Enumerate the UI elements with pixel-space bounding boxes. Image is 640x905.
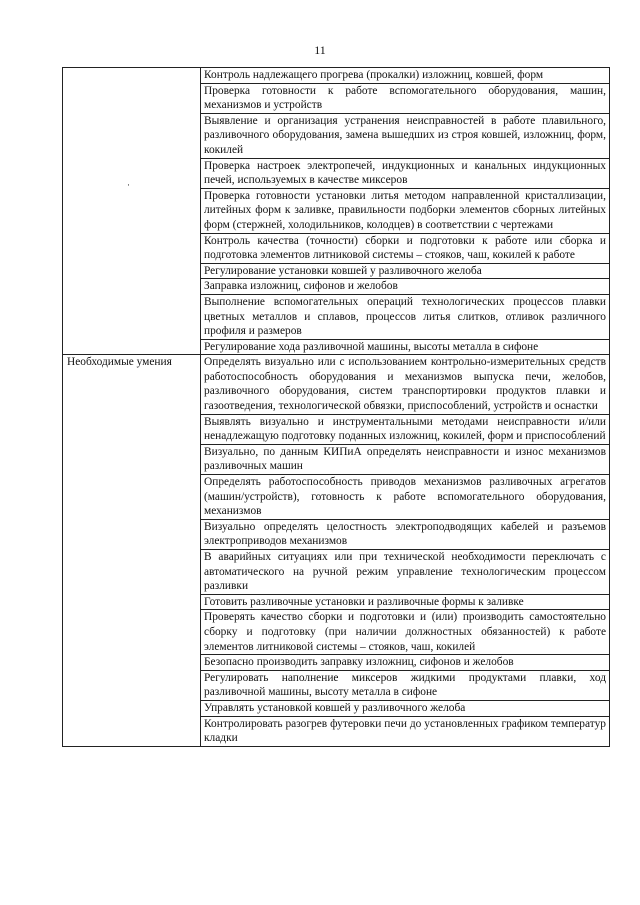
- table-cell: Управлять установкой ковшей у разливочного желоба: [201, 700, 610, 716]
- table-row: [63, 68, 610, 84]
- table-row: [63, 716, 610, 746]
- table-cell: Определять работоспособность приводов механизмов разливочных агрегатов (машин/устройств), готовность к работе вспомогательного оборудования, механизмов: [201, 475, 610, 520]
- scan-speck: ·: [127, 180, 130, 190]
- table-row: [63, 263, 610, 279]
- table-cell: Определять визуально или с использованием контрольно-измерительных средств работоспособность оборудования и механизмов выпуска печи, желобов, разливочного оборудования, систем транспортировки продуктов плавки и газоотведения, технологической обвязки, приспособлений, устройств и оснастки: [201, 355, 610, 414]
- table-cell: Регулировать наполнение миксеров жидкими продуктами плавки, ход разливочной машины, высоту металла в сифоне: [201, 670, 610, 700]
- table-row: [63, 519, 610, 549]
- section-label-cell: [63, 550, 201, 595]
- table-cell: Проверять качество сборки и подготовки и (или) производить самостоятельно сборку и подготовку (при наличии должностных обязанностей) к работе элементов литниковой системы – стояков, чаш, кокилей: [201, 610, 610, 655]
- section-label-cell: [63, 655, 201, 671]
- table-row: [63, 158, 610, 188]
- section-label-cell: [63, 339, 201, 355]
- section-label-cell: [63, 610, 201, 655]
- page-number: 11: [314, 43, 326, 57]
- section-label-cell: [63, 113, 201, 158]
- table-row: [63, 355, 610, 414]
- table-row: [63, 83, 610, 113]
- table-cell: Проверка готовности установки литья методом направленной кристаллизации, литейных форм к заливке, правильности подборки элементов сборных литейных форм (стержней, холодильников, колодцев) в соответствии с чертежами: [201, 188, 610, 233]
- table-row: [63, 233, 610, 263]
- table-row: [63, 594, 610, 610]
- table-row: [63, 188, 610, 233]
- table-row: [63, 610, 610, 655]
- section-label-cell: [63, 670, 201, 700]
- section-label-cell: [63, 279, 201, 295]
- table-cell: Готовить разливочные установки и разливочные формы к заливке: [201, 594, 610, 610]
- table-cell: Заправка изложниц, сифонов и желобов: [201, 279, 610, 295]
- table-cell: Выявлять визуально и инструментальными методами неисправности и/или ненадлежащую подготовку поданных изложниц, кокилей, форм и приспособлений: [201, 414, 610, 444]
- table-cell: Контроль надлежащего прогрева (прокалки) изложниц, ковшей, форм: [201, 68, 610, 84]
- section-label-cell: [63, 188, 201, 233]
- section-label-cell: [63, 716, 201, 746]
- section-label-cell: [63, 294, 201, 339]
- section-label-cell: [63, 519, 201, 549]
- table-row: [63, 475, 610, 520]
- table-cell: В аварийных ситуациях или при технической необходимости переключать с автоматического на ручной режим управление технологическим процессом разливки: [201, 550, 610, 595]
- table-row: [63, 339, 610, 355]
- table-cell: Регулирование установки ковшей у разливочного желоба: [201, 263, 610, 279]
- table-cell: Визуально, по данным КИПиА определять неисправности и износ механизмов разливочных машин: [201, 444, 610, 474]
- table-row: [63, 444, 610, 474]
- section-label-cell: [63, 263, 201, 279]
- section-label-cell: [63, 414, 201, 444]
- table-row: [63, 414, 610, 444]
- table-row: [63, 670, 610, 700]
- section-label-cell: [63, 444, 201, 474]
- table-row: [63, 550, 610, 595]
- section-label-skills: Необходимые умения: [63, 355, 201, 414]
- table-cell: Контролировать разогрев футеровки печи до установленных графиком температур кладки: [201, 716, 610, 746]
- section-label-cell: [63, 475, 201, 520]
- table-row: [63, 279, 610, 295]
- table-row: [63, 113, 610, 158]
- table-cell: Безопасно производить заправку изложниц, сифонов и желобов: [201, 655, 610, 671]
- section-label-cell: [63, 700, 201, 716]
- table-row: [63, 655, 610, 671]
- table-cell: Визуально определять целостность электроподводящих кабелей и разъемов электроприводов механизмов: [201, 519, 610, 549]
- section-label-cell: [63, 158, 201, 188]
- table-cell: Проверка готовности к работе вспомогательного оборудования, машин, механизмов и устройств: [201, 83, 610, 113]
- table-row: [63, 700, 610, 716]
- competency-table: [62, 67, 610, 747]
- section-label-cell: [63, 68, 201, 84]
- table-cell: Выполнение вспомогательных операций технологических процессов плавки цветных металлов и сплавов, процессов литья слитков, отливок различного профиля и размеров: [201, 294, 610, 339]
- table-cell: Проверка настроек электропечей, индукционных и канальных индукционных печей, используемых в качестве миксеров: [201, 158, 610, 188]
- section-label-cell: [63, 83, 201, 113]
- section-label-cell: [63, 594, 201, 610]
- table-cell: Регулирование хода разливочной машины, высоты металла в сифоне: [201, 339, 610, 355]
- table-row: [63, 294, 610, 339]
- table-cell: Выявление и организация устранения неисправностей в работе плавильного, разливочного оборудования, замена вышедших из строя ковшей, изложниц, форм, кокилей: [201, 113, 610, 158]
- section-label-cell: [63, 233, 201, 263]
- table-cell: Контроль качества (точности) сборки и подготовки к работе или сборка и подготовка элементов литниковой системы – стояков, чаш, кокилей к работе: [201, 233, 610, 263]
